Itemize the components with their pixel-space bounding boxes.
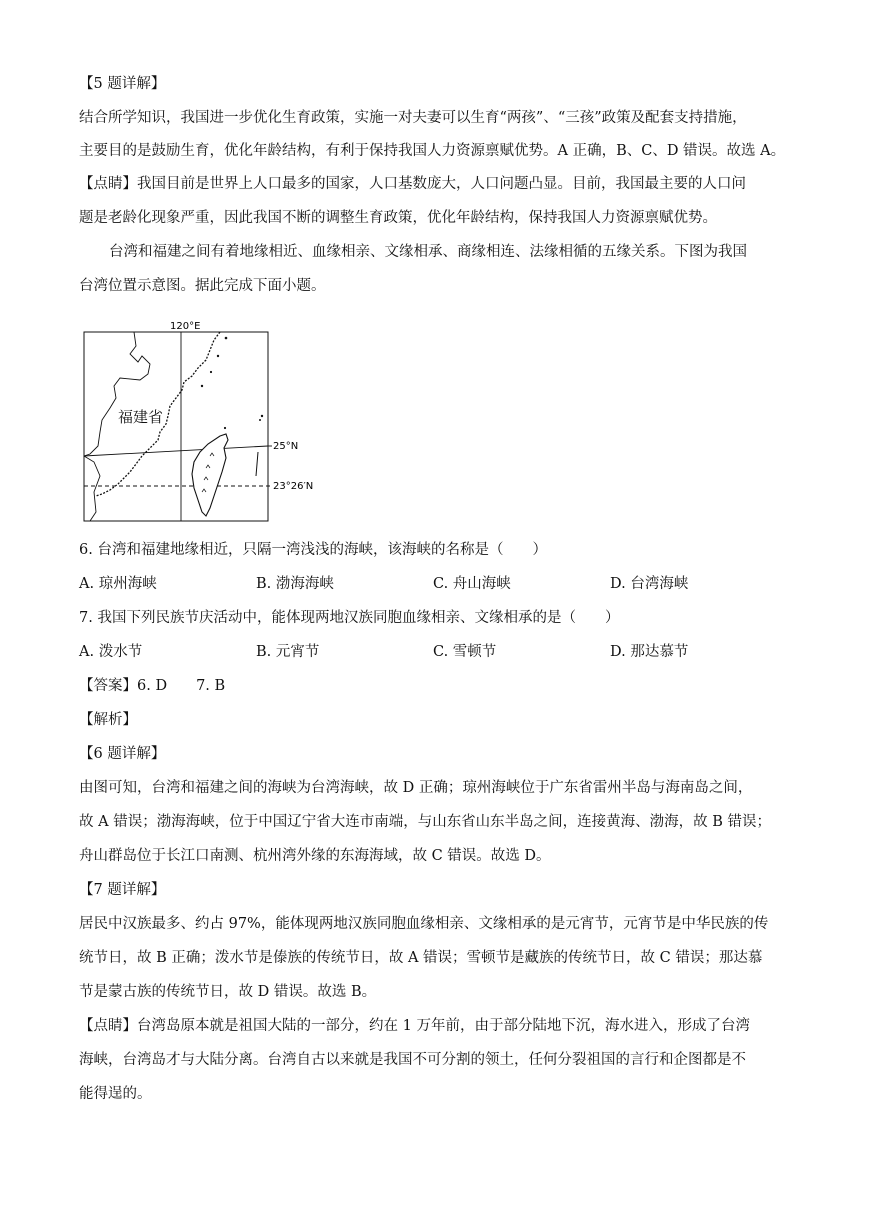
fujian-west-boundary [84,332,150,456]
island-dot [224,427,226,429]
map-mark [256,452,258,476]
q6-option-d[interactable]: D. 台湾海峡 [610,576,689,592]
sec6-line1: 由图可知，台湾和福建之间的海峡为台湾海峡，故 D 正确；琼州海峡位于广东省雷州半岛与海南岛之间， [79,780,753,796]
q7-stem: 7. 我国下列民族节庆活动中，能体现两地汉族同胞血缘相亲、文缘相承的是（ ） [79,610,620,626]
sec7-line3: 节是蒙古族的传统节日，故 D 错误。故选 B。 [79,984,377,1000]
island-dot [201,385,203,387]
map-frame [84,332,268,521]
sec6-line2: 故 A 错误；渤海海峡，位于中国辽宁省大连市南端，与山东省山东半岛之间，连接黄海、渤海，故 B 错误； [79,814,772,830]
answer-line: 【答案】6. D 7. B [79,678,226,694]
q6-option-c[interactable]: C. 舟山海峡 [433,576,511,592]
sec5-text-line2: 主要目的是鼓励生育，优化年龄结构，有利于保持我国人力资源禀赋优势。A 正确，B、C、D 错误。故选 A。 [79,143,786,159]
intro-line1: 台湾和福建之间有着地缘相近、血缘相亲、文缘相承、商缘相连、法缘相循的五缘关系。下图为我国 [109,244,747,260]
fujian-province-label: 福建省 [118,408,164,426]
sec5-text-line1: 结合所学知识，我国进一步优化生育政策，实施一对夫妻可以生育“两孩”、“三孩”政策及配套支持措施， [79,110,747,126]
island-dot [217,355,219,357]
longitude-label: 120°E [170,321,201,332]
island-dot [225,337,228,340]
sec7-heading: 【7 题详解】 [79,882,166,898]
latitude-tropic-label: 23°26′N [273,481,314,492]
sec7-line2: 统节日，故 B 正确；泼水节是傣族的传统节日，故 A 错误；雪顿节是藏族的传统节日，故 C 错误；那达慕 [79,950,763,966]
sec7-note-line2: 海峡，台湾岛才与大陆分离。台湾自古以来就是我国不可分割的领土，任何分裂祖国的言行和企图都是不 [79,1052,746,1068]
q6-option-a[interactable]: A. 琼州海峡 [79,576,157,592]
q7-option-a[interactable]: A. 泼水节 [79,644,143,660]
sec7-note-line1: 【点睛】台湾岛原本就是祖国大陆的一部分，约在 1 万年前，由于部分陆地下沉，海水进入，形成了台湾 [79,1018,750,1034]
taiwan-location-map [80,316,340,526]
q6-stem: 6. 台湾和福建地缘相近，只隔一湾浅浅的海峡，该海峡的名称是（ ） [79,542,547,558]
island-dot [210,371,212,373]
sec7-line1: 居民中汉族最多、约占 97%，能体现两地汉族同胞血缘相亲、文缘相承的是元宵节，元宵节是中华民族的传 [79,916,769,932]
sec5-heading: 【5 题详解】 [79,76,166,92]
sec7-note-line3: 能得逞的。 [79,1086,152,1102]
taiwan-island [192,434,228,516]
analysis-heading: 【解析】 [79,712,137,728]
sec5-note-line1: 【点睛】我国目前是世界上人口最多的国家，人口基数庞大，人口问题凸显。目前，我国最主要的人口问 [79,176,746,192]
latitude-25n-label: 25°N [273,441,299,452]
q7-option-b[interactable]: B. 元宵节 [256,644,320,660]
island-dot [261,415,263,417]
sec5-note-line2: 题是老龄化现象严重，因此我国不断的调整生育政策，优化年龄结构，保持我国人力资源禀赋优势。 [79,210,717,226]
q6-option-b[interactable]: B. 渤海海峡 [256,576,334,592]
fujian-southwest-boundary [84,456,100,521]
intro-line2: 台湾位置示意图。据此完成下面小题。 [79,278,326,294]
island-dot [259,419,261,421]
q7-option-d[interactable]: D. 那达慕节 [610,644,689,660]
sec6-line3: 舟山群岛位于长江口南测、杭州湾外缘的东海海域，故 C 错误。故选 D。 [79,848,551,864]
sec6-heading: 【6 题详解】 [79,746,166,762]
q7-option-c[interactable]: C. 雪顿节 [433,644,497,660]
parallel-25n [84,446,268,456]
